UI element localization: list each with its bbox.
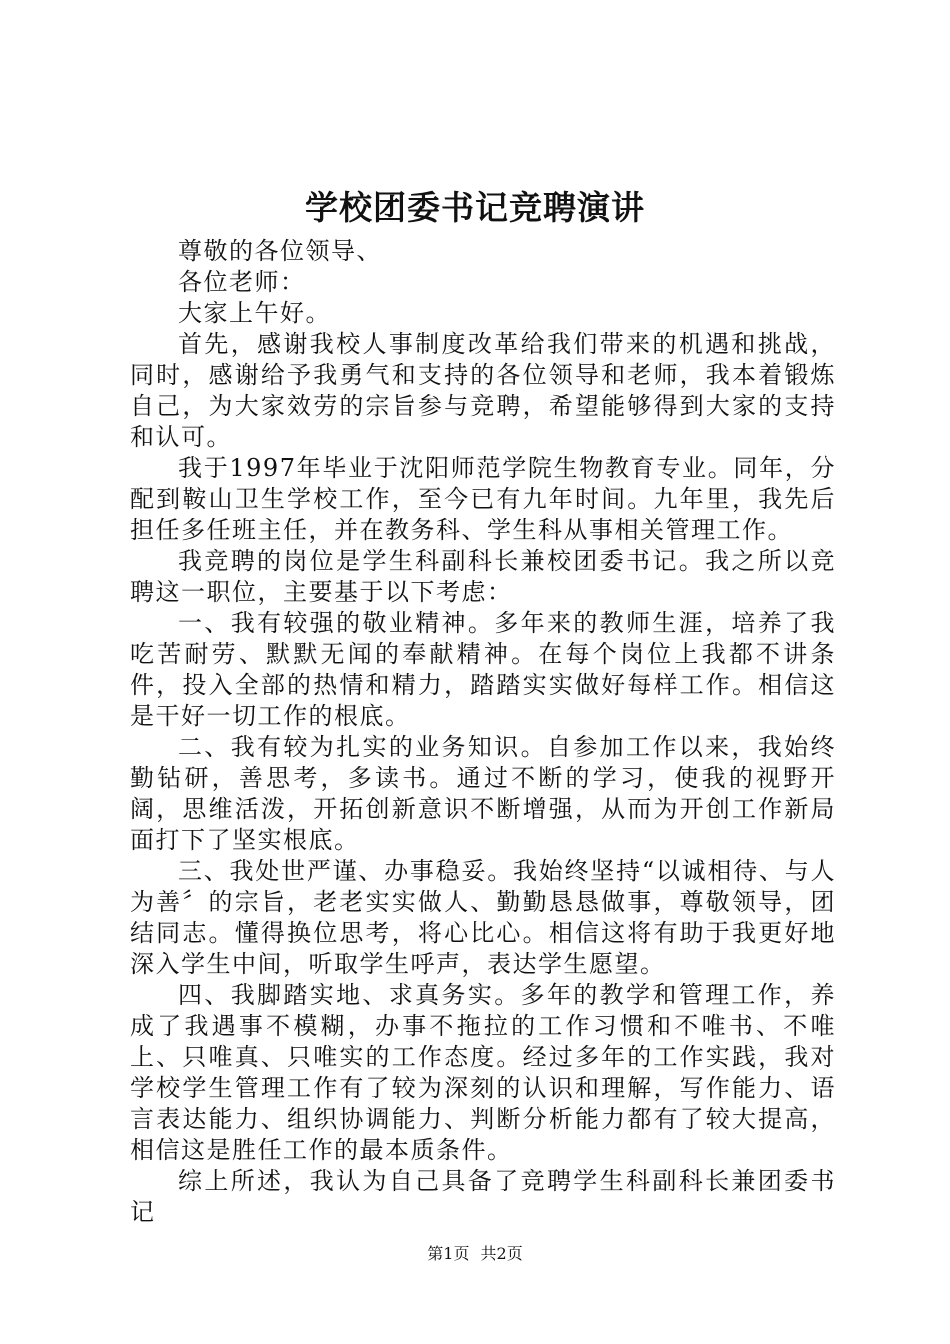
paragraph: 各位老师： (178, 268, 306, 296)
document-title: 学校团委书记竞聘演讲 (305, 188, 645, 227)
paragraph: 尊敬的各位领导、 (178, 237, 382, 265)
document-body (130, 236, 836, 1228)
page-number: 第1页 (427, 1244, 470, 1263)
paragraph: 我竞聘的岗位是学生科副科长兼校团委书记。我之所以竞聘这一职位，主要基于以下考虑： (130, 547, 836, 606)
paragraph: 我于1997年毕业于沈阳师范学院生物教育专业。同年，分配到鞍山卫生学校工作，至今已有九年时间。九年里，我先后担任多任班主任，并在教务科、学生科从事相关管理工作。 (130, 454, 836, 544)
paragraph: 二、我有较为扎实的业务知识。自参加工作以来，我始终勤钻研，善思考，多读书。通过不断的学习，使我的视野开阔，思维活泼，开拓创新意识不断增强，从而为开创工作新局面打下了坚实根底。 (130, 733, 836, 854)
paragraph: 大家上午好。 (178, 299, 331, 327)
paragraph: 首先，感谢我校人事制度改革给我们带来的机遇和挑战，同时，感谢给予我勇气和支持的各位领导和老师，我本着锻炼自己，为大家效劳的宗旨参与竞聘，希望能够得到大家的支持和认可。 (130, 330, 836, 451)
paragraph: 一、我有较强的敬业精神。多年来的教师生涯，培养了我吃苦耐劳、默默无闻的奉献精神。在每个岗位上我都不讲条件，投入全部的热情和精力，踏踏实实做好每样工作。相信这是干好一切工作的根底。 (130, 609, 836, 730)
page-total: 共2页 (480, 1244, 523, 1263)
paragraph: 三、我处世严谨、办事稳妥。我始终坚持“以诚相待、与人为善〞的宗旨，老老实实做人、勤勤恳恳做事，尊敬领导，团结同志。懂得换位思考，将心比心。相信这将有助于我更好地深入学生中间，听取学生呼声，表达学生愿望。 (130, 857, 836, 978)
page-footer (0, 1243, 950, 1265)
paragraph: 四、我脚踏实地、求真务实。多年的教学和管理工作，养成了我遇事不模糊，办事不拖拉的工作习惯和不唯书、不唯上、只唯真、只唯实的工作态度。经过多年的工作实践，我对学校学生管理工作有了较为深刻的认识和理解，写作能力、语言表达能力、组织协调能力、判断分析能力都有了较大提高，相信这是胜任工作的最本质条件。 (130, 981, 836, 1164)
paragraph: 综上所述，我认为自己具备了竞聘学生科副科长兼团委书记 (130, 1167, 836, 1226)
